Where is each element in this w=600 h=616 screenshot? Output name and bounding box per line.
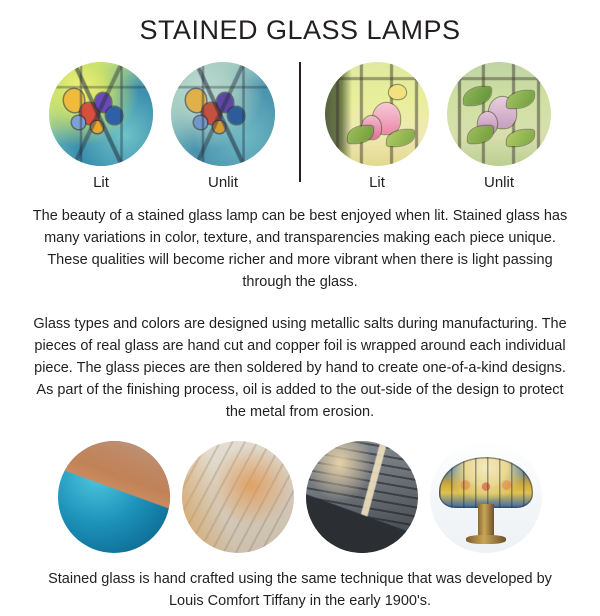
body-paragraph-2: Glass types and colors are designed using metallic salts during manufacturing. The pieces of real glass are hand cut and copper foil is wrapped around each individual piece. The glass pieces are then soldered by hand to create one-of-a-kind designs. As part of the finishing process, oil is added to the out-side of the design to protect the metal from erosion. (33, 315, 567, 420)
comparison-row (0, 62, 600, 191)
comparison-cell-geometric-lit (49, 62, 153, 191)
process-image-soldering-by-hand (306, 441, 418, 553)
footer-line-1: Stained glass is hand crafted using the same technique that was developed by (48, 570, 552, 587)
process-image-finished-tiffany-lamp (430, 441, 542, 553)
process-image-row (0, 441, 600, 553)
comparison-caption: Unlit (483, 173, 514, 191)
lamp-image-geometric-unlit (171, 62, 275, 166)
comparison-caption: Unlit (207, 173, 238, 191)
footer-line-2: Louis Comfort Tiffany in the early 1900's. (168, 592, 432, 609)
comparison-caption: Lit (93, 173, 109, 191)
process-image-raw-glass-sheet (58, 441, 170, 553)
infographic-page (0, 16, 600, 616)
comparison-caption: Lit (369, 173, 385, 191)
lamp-image-floral-lit (325, 62, 429, 166)
process-image-glass-cutting-workbench (182, 441, 294, 553)
lamp-image-geometric-lit (49, 62, 153, 166)
body-paragraph-1: The beauty of a stained glass lamp can be best enjoyed when lit. Stained glass has many variations in color, texture, and transparencies making each piece unique. These qualities will become richer and more vibrant when there is light passing through the glass. (32, 207, 568, 290)
group-divider (299, 62, 301, 182)
footer-text (0, 569, 600, 613)
comparison-cell-geometric-unlit (171, 62, 275, 191)
lamp-image-floral-unlit (447, 62, 551, 166)
comparison-cell-floral-lit (325, 62, 429, 191)
page-title: STAINED GLASS LAMPS (139, 15, 461, 45)
comparison-cell-floral-unlit (447, 62, 551, 191)
